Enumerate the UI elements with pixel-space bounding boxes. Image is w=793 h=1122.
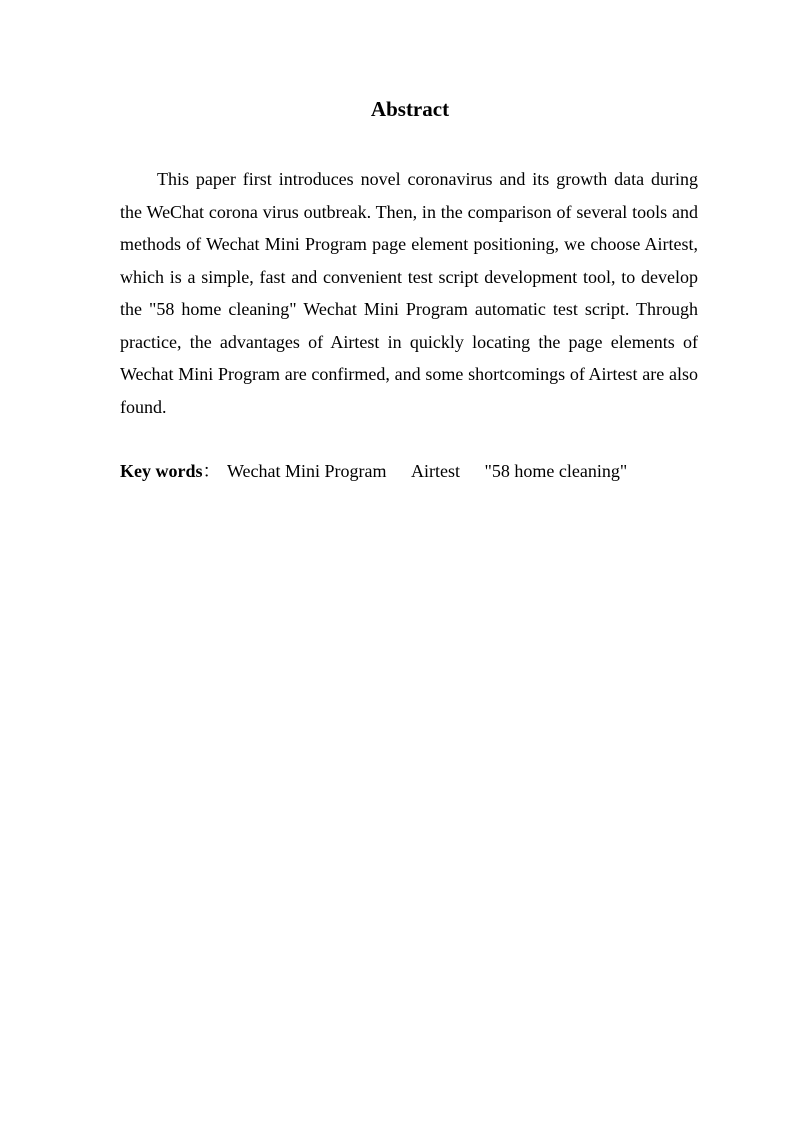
keyword-item: Airtest [411, 461, 461, 481]
keyword-item: Wechat Mini Program [227, 461, 387, 481]
keywords-separator: ： [202, 461, 221, 481]
keyword-item: "58 home cleaning" [484, 461, 628, 481]
abstract-body: This paper first introduces novel coronavirus and its growth data during the WeChat corona virus outbreak. Then, in the comparison of several tools and methods of Wechat Mini Program page element positioning, we choose Airtest, which is a simple, fast and convenient test script development tool, to develop the "58 home cleaning" Wechat Mini Program automatic test script. Through practice, the advantages of Airtest in quickly locating the page elements of Wechat Mini Program are confirmed, and some shortcomings of Airtest are also found. [120, 169, 698, 417]
keywords-line [120, 457, 720, 485]
keywords-label: Key words [120, 461, 203, 481]
abstract-title: Abstract [370, 97, 450, 121]
